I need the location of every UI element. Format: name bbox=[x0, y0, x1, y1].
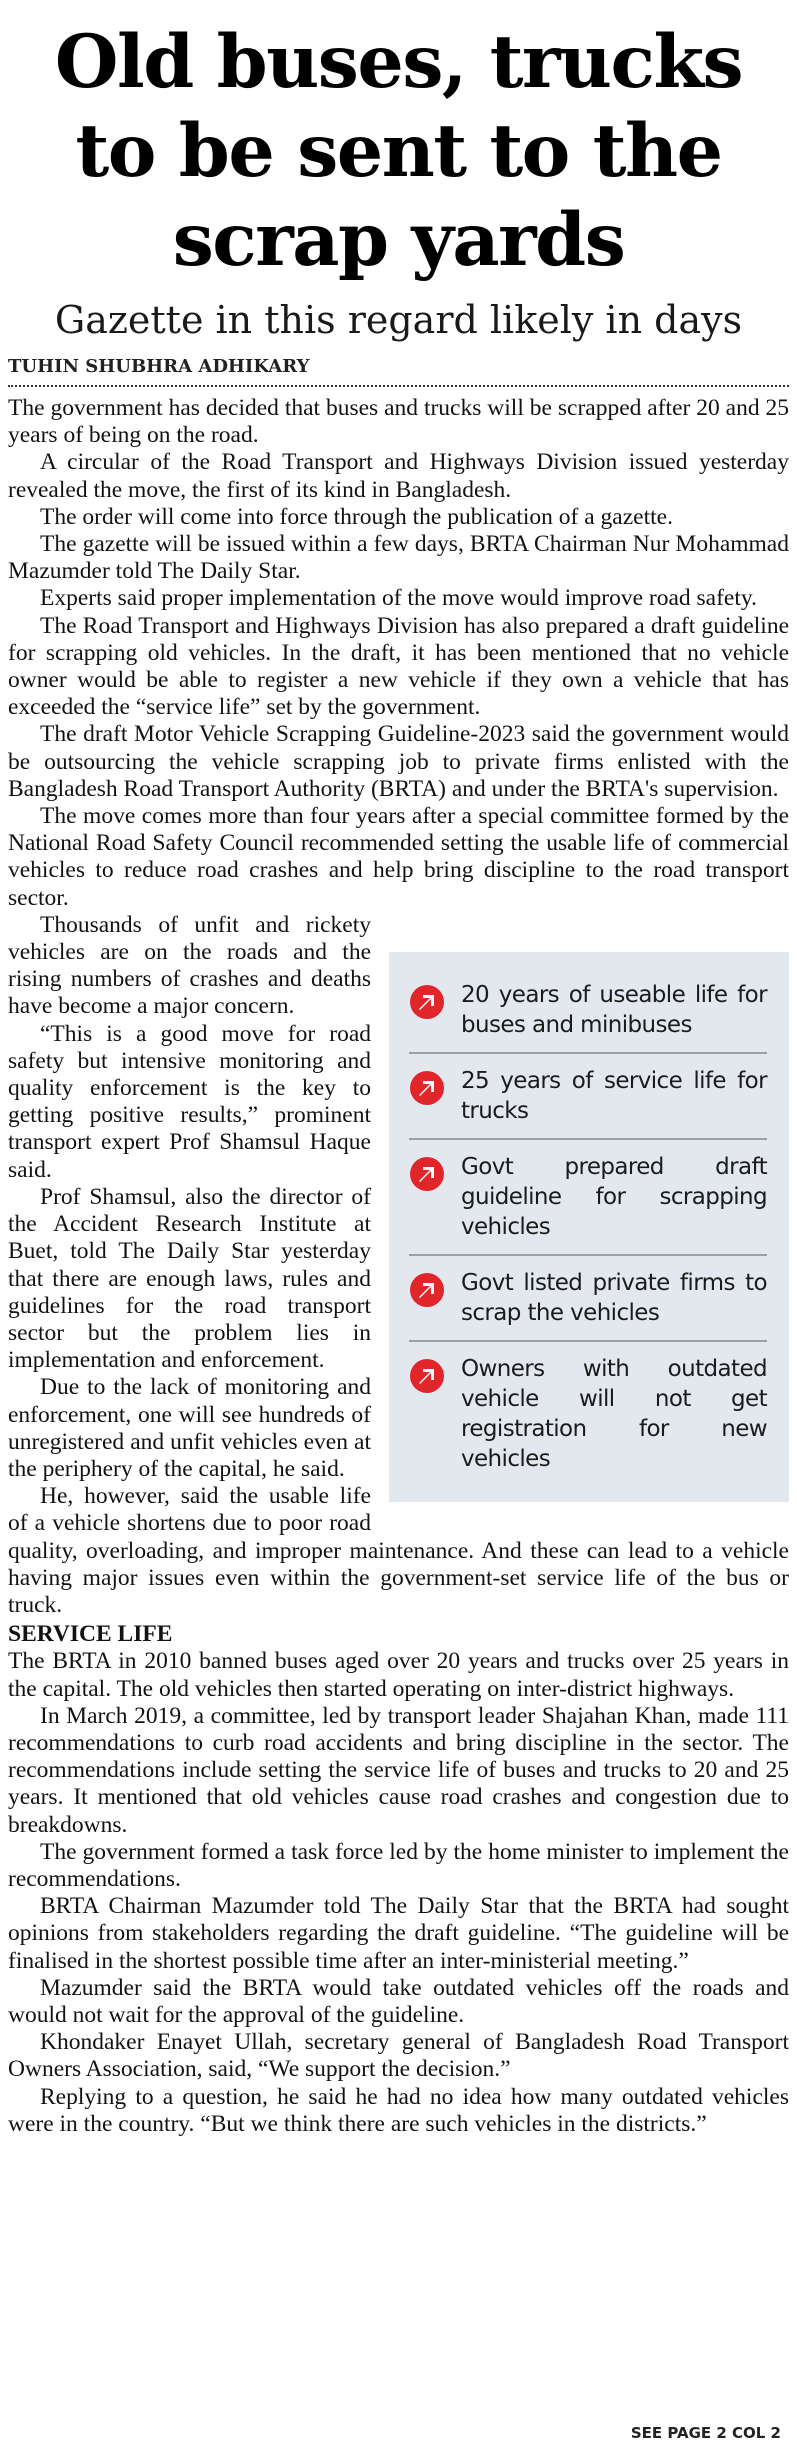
factbox-item-text: 25 years of service life for trucks bbox=[461, 1067, 767, 1124]
red-circle-arrow-icon bbox=[409, 1358, 445, 1394]
article-body bbox=[8, 395, 789, 2138]
paragraph: The government formed a task force led by the home minister to implement the recommendations. bbox=[8, 1838, 789, 1892]
factbox-item bbox=[409, 1140, 767, 1256]
paragraph: Due to the lack of monitoring and enforcement, one will see hundreds of unregistered and unfit vehicles even at the periphery of the capital, he said. bbox=[8, 1374, 371, 1482]
paragraph: The order will come into force through the publication of a gazette. bbox=[40, 503, 673, 530]
factbox-item bbox=[409, 968, 767, 1054]
paragraph: Prof Shamsul, also the director of the Accident Research Institute at Buet, told The Daily Star yesterday that there are enough laws, rules and guidelines for the road transport sector but the problem lies in implementation and enforcement. bbox=[8, 1183, 371, 1374]
headline-line: scrap yards bbox=[172, 197, 625, 283]
byline: TUHIN SHUBHRA ADHIKARY bbox=[8, 355, 789, 387]
paragraph: The government has decided that buses and trucks will be scrapped after 20 and 25 years of being on the road. bbox=[8, 395, 789, 449]
factbox-item bbox=[409, 1054, 767, 1140]
paragraph: Mazumder said the BRTA would take outdated vehicles off the roads and would not wait for the approval of the guideline. bbox=[8, 1974, 789, 2028]
red-circle-arrow-icon bbox=[409, 1070, 445, 1106]
red-circle-arrow-icon bbox=[409, 984, 445, 1020]
paragraph: The Road Transport and Highways Division has also prepared a draft guideline for scrapping old vehicles. In the draft, it has been mentioned that no vehicle owner would be able to register a new vehicle if they own a vehicle that has exceeded the “service life” set by the government. bbox=[8, 612, 789, 721]
factbox-item bbox=[409, 1256, 767, 1342]
paragraph: In March 2019, a committee, led by transport leader Shajahan Khan, made 111 recommendations to curb road accidents and bring discipline in the sector. The recommendations include setting the service life of buses and trucks to 20 and 25 years. It mentioned that old vehicles cause road crashes and congestion due to breakdowns. bbox=[8, 1702, 789, 1838]
key-points-factbox bbox=[389, 952, 789, 1502]
subheadline-deck: Gazette in this regard likely in days bbox=[54, 298, 743, 342]
factbox-item-text: Owners with outdated vehicle will not get registration for new vehicles bbox=[461, 1355, 767, 1472]
factbox-item-text: 20 years of useable life for buses and minibuses bbox=[461, 981, 767, 1038]
factbox-item bbox=[409, 1342, 767, 1486]
paragraph: The BRTA in 2010 banned buses aged over 20 years and trucks over 25 years in the capital. The old vehicles then started operating on inter-district highways. bbox=[8, 1648, 789, 1702]
paragraph: Khondaker Enayet Ullah, secretary general of Bangladesh Road Transport Owners Association, said, “We support the decision.” bbox=[8, 2029, 789, 2083]
factbox-item-text: Govt listed private firms to scrap the vehicles bbox=[461, 1269, 767, 1326]
paragraph: Replying to a question, he said he had no idea how many outdated vehicles were in the country. “But we think there are such vehicles in the districts.” bbox=[8, 2083, 789, 2137]
headline-line: to be sent to the bbox=[75, 108, 722, 194]
paragraph: BRTA Chairman Mazumder told The Daily Star that the BRTA had sought opinions from stakeholders regarding the draft guideline. “The guideline will be finalised in the shortest possible time after an inter-ministerial meeting.” bbox=[8, 1893, 789, 1974]
paragraph: A circular of the Road Transport and Highways Division issued yesterday revealed the move, the first of its kind in Bangladesh. bbox=[8, 449, 789, 503]
paragraph: Experts said proper implementation of the move would improve road safety. bbox=[40, 585, 757, 612]
continued-on-page-link[interactable]: SEE PAGE 2 COL 2 bbox=[630, 2424, 781, 2442]
red-circle-arrow-icon bbox=[409, 1272, 445, 1308]
section-subhead: SERVICE LIFE bbox=[8, 1621, 173, 1648]
paragraph: “This is a good move for road safety but intensive monitoring and quality enforcement is the key to getting positive results,” prominent transport expert Prof Shamsul Haque said. bbox=[8, 1020, 371, 1183]
paragraph: Thousands of unfit and rickety vehicles are on the roads and the rising numbers of crashes and deaths have become a major concern. bbox=[8, 911, 371, 1020]
red-circle-arrow-icon bbox=[409, 1156, 445, 1192]
factbox-item-text: Govt prepared draft guideline for scrapping vehicles bbox=[461, 1153, 767, 1240]
paragraph: The move comes more than four years after a special committee formed by the National Road Safety Council recommended setting the usable life of commercial vehicles to reduce road crashes and help bring discipline to the road transport sector. bbox=[8, 803, 789, 911]
headline bbox=[8, 0, 789, 285]
headline-line: Old buses, trucks bbox=[54, 19, 743, 105]
paragraph: The draft Motor Vehicle Scrapping Guideline-2023 said the government would be outsourcing the vehicle scrapping job to private firms enlisted with the Bangladesh Road Transport Authority (BRTA) and under the BRTA's supervision. bbox=[8, 721, 789, 802]
paragraph: The gazette will be issued within a few days, BRTA Chairman Nur Mohammad Mazumder told The Daily Star. bbox=[8, 531, 789, 585]
paragraph: He, however, said the usable life of a vehicle shortens due to poor road quality, overloading, and improper maintenance. And these can lead to a vehicle having major issues even within the government-set service life of the bus or truck. bbox=[8, 1483, 789, 1618]
